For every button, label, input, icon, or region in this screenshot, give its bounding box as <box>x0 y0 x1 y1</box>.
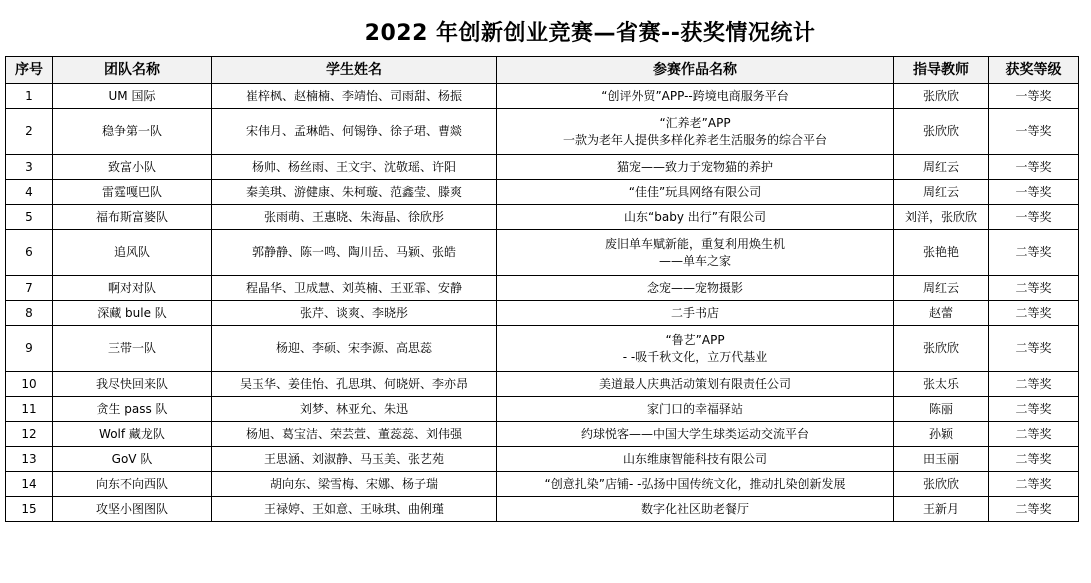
table-header-row <box>6 57 1079 84</box>
header-award: 获奖等级 <box>989 57 1079 84</box>
cell-team: Wolf 藏龙队 <box>53 422 212 447</box>
cell-project <box>497 205 894 230</box>
cell-team: 三带一队 <box>53 326 212 372</box>
cell-award: 二等奖 <box>989 422 1079 447</box>
cell-students: 杨迎、李硕、宋李源、高思蕊 <box>212 326 497 372</box>
cell-team: UM 国际 <box>53 84 212 109</box>
cell-students: 秦美琪、游健康、朱柯璇、范鑫莹、滕爽 <box>212 180 497 205</box>
cell-advisor: 周红云 <box>894 276 989 301</box>
table-row <box>6 84 1079 109</box>
cell-advisor: 张欣欣 <box>894 84 989 109</box>
cell-index: 8 <box>6 301 53 326</box>
cell-advisor: 周红云 <box>894 155 989 180</box>
cell-advisor: 张欣欣 <box>894 109 989 155</box>
cell-award: 二等奖 <box>989 276 1079 301</box>
cell-project <box>497 276 894 301</box>
cell-award: 二等奖 <box>989 372 1079 397</box>
header-project: 参赛作品名称 <box>497 57 894 84</box>
cell-students: 宋伟月、孟琳皓、何锡铮、徐子珺、曹燚 <box>212 109 497 155</box>
project-line: 废旧单车赋新能，重复利用焕生机 <box>604 236 785 251</box>
cell-students: 杨旭、葛宝洁、荣芸萱、董蕊蕊、刘伟强 <box>212 422 497 447</box>
project-line: ——单车之家 <box>658 253 731 268</box>
cell-project <box>497 109 894 155</box>
project-line: “创评外贸”APP--跨境电商服务平台 <box>601 88 789 103</box>
table-row <box>6 372 1079 397</box>
cell-project <box>497 447 894 472</box>
cell-students: 王思涵、刘淑静、马玉美、张艺苑 <box>212 447 497 472</box>
cell-team: 福布斯富婆队 <box>53 205 212 230</box>
header-team: 团队名称 <box>53 57 212 84</box>
cell-index: 7 <box>6 276 53 301</box>
cell-students: 刘梦、林亚允、朱迅 <box>212 397 497 422</box>
cell-project <box>497 326 894 372</box>
cell-advisor: 张太乐 <box>894 372 989 397</box>
cell-project <box>497 230 894 276</box>
cell-team: 深藏 bule 队 <box>53 301 212 326</box>
cell-students: 王禄婷、王如意、王咏琪、曲俐瑾 <box>212 497 497 522</box>
cell-advisor: 陈丽 <box>894 397 989 422</box>
project-line: 二手书店 <box>670 305 719 320</box>
cell-students: 郭静静、陈一鸣、陶川岳、马颖、张皓 <box>212 230 497 276</box>
cell-award: 二等奖 <box>989 230 1079 276</box>
table-row <box>6 422 1079 447</box>
cell-project <box>497 397 894 422</box>
cell-index: 5 <box>6 205 53 230</box>
project-line: 山东维康智能科技有限公司 <box>622 451 767 466</box>
table-row <box>6 472 1079 497</box>
cell-advisor: 田玉丽 <box>894 447 989 472</box>
project-line: 美道最人庆典活动策划有限责任公司 <box>598 376 791 391</box>
cell-students: 杨帅、杨丝雨、王文宇、沈敬瑶、许阳 <box>212 155 497 180</box>
cell-award: 二等奖 <box>989 447 1079 472</box>
cell-award: 二等奖 <box>989 472 1079 497</box>
cell-advisor: 张欣欣 <box>894 472 989 497</box>
cell-award: 二等奖 <box>989 301 1079 326</box>
cell-index: 10 <box>6 372 53 397</box>
cell-advisor: 张艳艳 <box>894 230 989 276</box>
cell-project <box>497 497 894 522</box>
cell-advisor: 张欣欣 <box>894 326 989 372</box>
table-row <box>6 180 1079 205</box>
cell-award: 一等奖 <box>989 109 1079 155</box>
cell-team: 稳争第一队 <box>53 109 212 155</box>
project-line: - -吸千秋文化，立万代基业 <box>622 349 768 364</box>
cell-award: 一等奖 <box>989 84 1079 109</box>
cell-award: 二等奖 <box>989 497 1079 522</box>
cell-team: 啊对对队 <box>53 276 212 301</box>
table-row <box>6 276 1079 301</box>
cell-index: 6 <box>6 230 53 276</box>
cell-index: 2 <box>6 109 53 155</box>
cell-advisor: 周红云 <box>894 180 989 205</box>
table-row <box>6 326 1079 372</box>
project-line: “佳佳”玩具网络有限公司 <box>628 184 762 199</box>
cell-team: 雷霆嘎巴队 <box>53 180 212 205</box>
table-row <box>6 230 1079 276</box>
table-row <box>6 447 1079 472</box>
cell-award: 一等奖 <box>989 180 1079 205</box>
cell-award: 一等奖 <box>989 155 1079 180</box>
cell-award: 二等奖 <box>989 397 1079 422</box>
header-index: 序号 <box>6 57 53 84</box>
cell-team: GoV 队 <box>53 447 212 472</box>
cell-advisor: 赵蕾 <box>894 301 989 326</box>
cell-students: 吴玉华、姜佳怡、孔思琪、何晓妍、李亦昂 <box>212 372 497 397</box>
table-row <box>6 497 1079 522</box>
cell-students: 胡向东、梁雪梅、宋娜、杨子瑞 <box>212 472 497 497</box>
cell-index: 12 <box>6 422 53 447</box>
table-row <box>6 205 1079 230</box>
cell-students: 程晶华、卫成慧、刘英楠、王亚霏、安静 <box>212 276 497 301</box>
project-line: “鲁艺”APP <box>665 332 725 347</box>
cell-team: 贪生 pass 队 <box>53 397 212 422</box>
cell-index: 9 <box>6 326 53 372</box>
cell-project <box>497 422 894 447</box>
cell-team: 我尽快回来队 <box>53 372 212 397</box>
cell-index: 15 <box>6 497 53 522</box>
project-line: “汇养老”APP <box>659 115 731 130</box>
project-line: 山东“baby 出行”有限公司 <box>624 209 766 224</box>
project-line: 家门口的幸福驿站 <box>646 401 743 416</box>
cell-project <box>497 180 894 205</box>
cell-advisor: 刘洋，张欣欣 <box>894 205 989 230</box>
cell-team: 攻坚小图图队 <box>53 497 212 522</box>
project-line: 数字化社区助老餐厅 <box>640 501 749 516</box>
table-row <box>6 109 1079 155</box>
page-title: 2022 年创新创业竞赛—省赛--获奖情况统计 <box>364 21 816 46</box>
cell-advisor: 孙颖 <box>894 422 989 447</box>
cell-index: 13 <box>6 447 53 472</box>
header-students: 学生姓名 <box>212 57 497 84</box>
cell-index: 1 <box>6 84 53 109</box>
table-row <box>6 397 1079 422</box>
cell-project <box>497 301 894 326</box>
project-line: “创意扎染”店铺- -弘扬中国传统文化，推动扎染创新发展 <box>544 476 846 491</box>
cell-index: 14 <box>6 472 53 497</box>
cell-advisor: 王新月 <box>894 497 989 522</box>
cell-index: 11 <box>6 397 53 422</box>
cell-students: 张芹、谈爽、李晓彤 <box>212 301 497 326</box>
cell-students: 崔梓枫、赵楠楠、李靖怡、司雨甜、杨振 <box>212 84 497 109</box>
awards-table <box>5 56 1079 522</box>
cell-project <box>497 155 894 180</box>
cell-team: 向东不向西队 <box>53 472 212 497</box>
cell-index: 4 <box>6 180 53 205</box>
cell-team: 追风队 <box>53 230 212 276</box>
cell-project <box>497 472 894 497</box>
project-line: 念宠——宠物摄影 <box>646 280 743 295</box>
cell-project <box>497 84 894 109</box>
project-line: 一款为老年人提供多样化养老生活服务的综合平台 <box>562 132 827 147</box>
table-row <box>6 301 1079 326</box>
cell-team: 致富小队 <box>53 155 212 180</box>
cell-index: 3 <box>6 155 53 180</box>
cell-award: 二等奖 <box>989 326 1079 372</box>
header-advisor: 指导教师 <box>894 57 989 84</box>
cell-students: 张雨萌、王惠晓、朱海晶、徐欣彤 <box>212 205 497 230</box>
project-line: 猫宠——致力于宠物猫的养护 <box>616 159 773 174</box>
project-line: 约球悦客——中国大学生球类运动交流平台 <box>580 426 809 441</box>
cell-project <box>497 372 894 397</box>
cell-award: 一等奖 <box>989 205 1079 230</box>
table-row <box>6 155 1079 180</box>
